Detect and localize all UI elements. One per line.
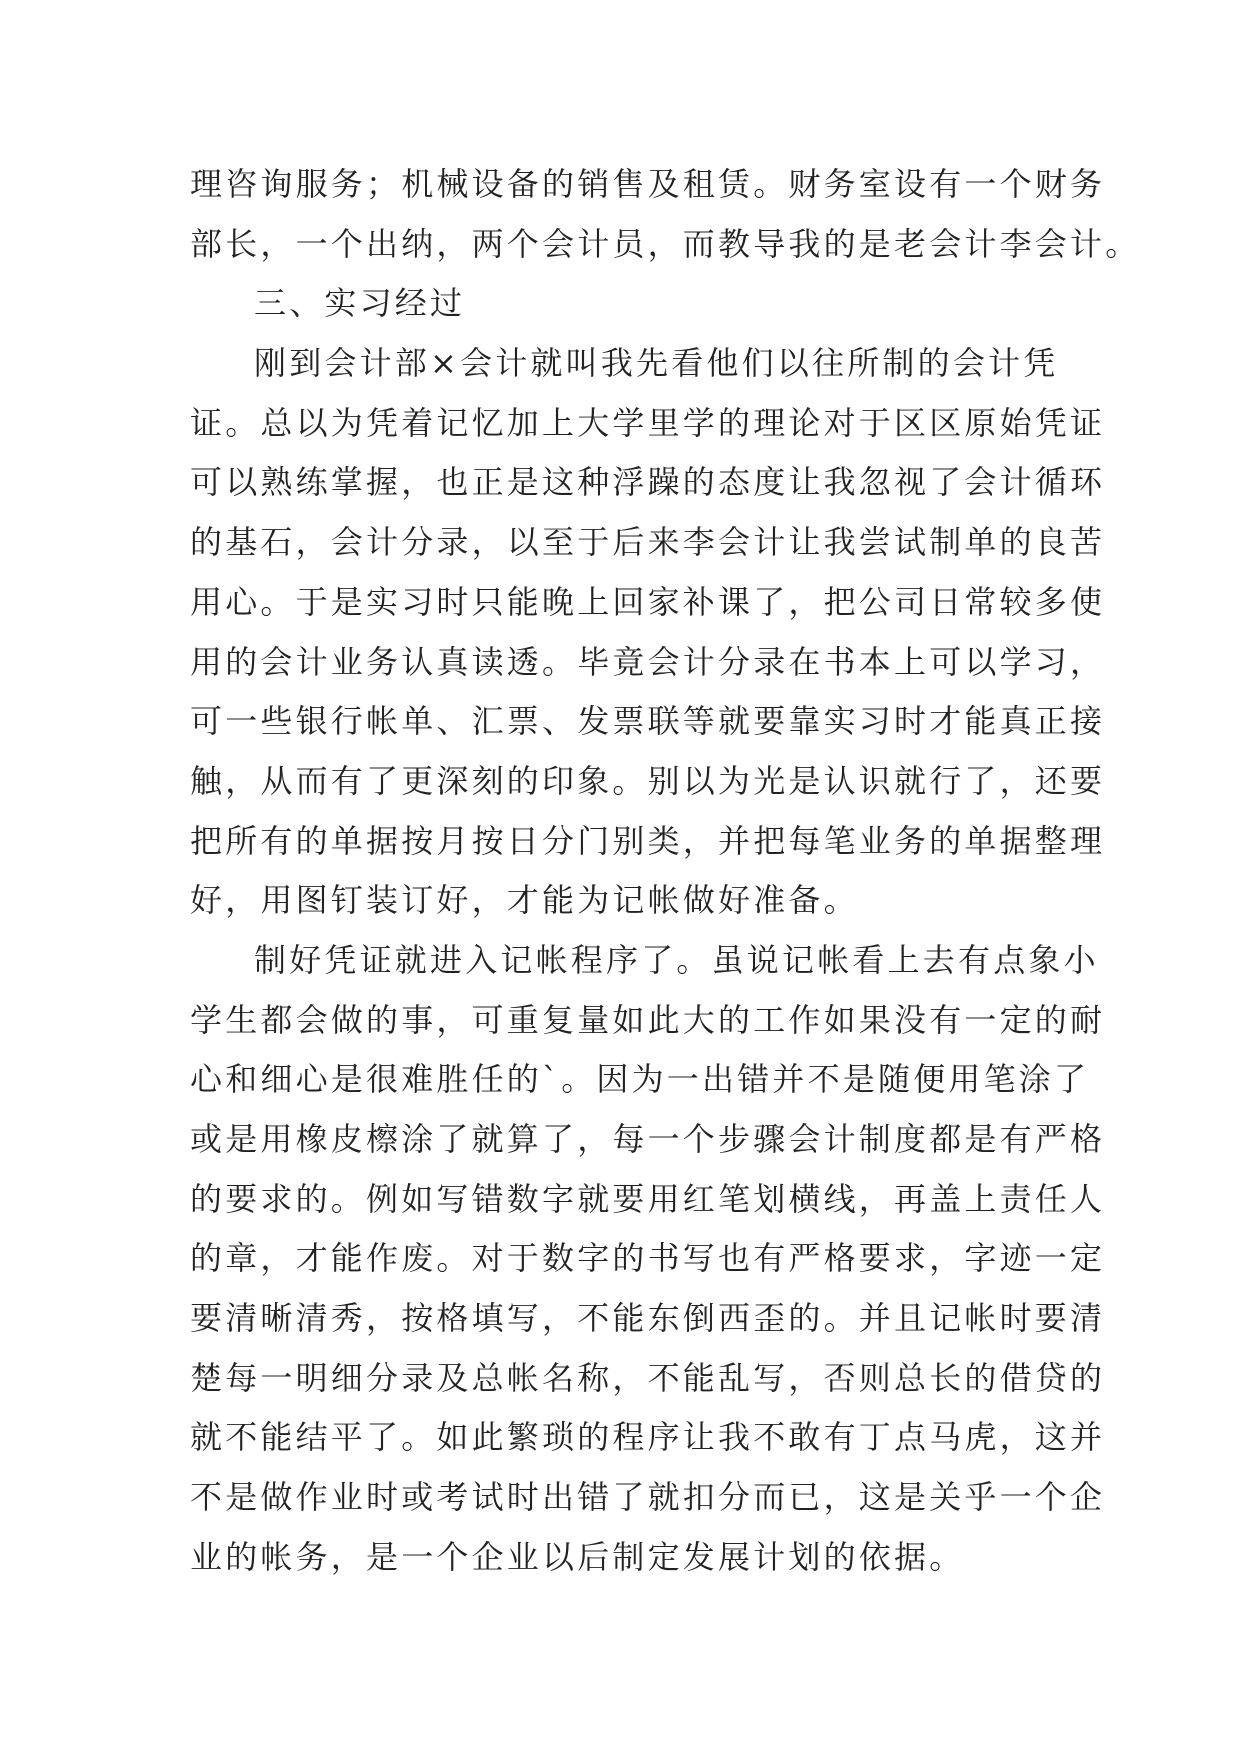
text-line: 要清晰清秀，按格填写，不能东倒西歪的。并且记帐时要清 bbox=[190, 1299, 1106, 1338]
text-line: 可以熟练掌握，也正是这种浮躁的态度让我忽视了会计循环 bbox=[190, 463, 1106, 502]
text-line: 心和细心是很难胜任的`。因为一出错并不是随便用笔涂了 bbox=[190, 1060, 1090, 1099]
paragraph-start: 制好凭证就进入记帐程序了。虽说记帐看上去有点象小 bbox=[254, 940, 1099, 979]
text-line: 或是用橡皮檫涂了就算了，每一个步骤会计制度都是有严格 bbox=[190, 1120, 1106, 1158]
text-line: 学生都会做的事，可重复量如此大的工作如果没有一定的耐 bbox=[190, 1000, 1106, 1039]
text-line: 业的帐务，是一个企业以后制定发展计划的依据。 bbox=[190, 1537, 965, 1576]
text-line: 的要求的。例如写错数字就要用红笔划横线，再盖上责任人 bbox=[190, 1179, 1106, 1218]
text-line: 理咨询服务；机械设备的销售及租赁。财务室设有一个财务 bbox=[190, 165, 1106, 203]
text-line: 的基石，会计分录，以至于后来李会计让我尝试制单的良苦 bbox=[190, 523, 1106, 562]
text-line: 楚每一明细分录及总帐名称，不能乱写，否则总长的借贷的 bbox=[190, 1358, 1106, 1397]
section-heading: 三、实习经过 bbox=[254, 284, 466, 323]
document-body bbox=[190, 155, 1141, 1588]
text-line: 的章，才能作废。对于数字的书写也有严格要求，字迹一定 bbox=[190, 1239, 1106, 1278]
text-line: 可一些银行帐单、汇票、发票联等就要靠实习时才能真正接 bbox=[190, 702, 1106, 741]
text-line: 把所有的单据按月按日分门别类，并把每笔业务的单据整理 bbox=[190, 821, 1106, 860]
text-line: 不是做作业时或考试时出错了就扣分而已，这是关乎一个企 bbox=[190, 1478, 1106, 1517]
text-line: 部长，一个出纳，两个会计员，而教导我的是老会计李会计。 bbox=[190, 224, 1141, 263]
paragraph-start: 刚到会计部×会计就叫我先看他们以往所制的会计凭 bbox=[254, 344, 1059, 383]
text-line: 好，用图钉装订好，才能为记帐做好准备。 bbox=[190, 881, 859, 920]
text-line: 证。总以为凭着记忆加上大学里学的理论对于区区原始凭证 bbox=[190, 403, 1106, 442]
text-line: 触，从而有了更深刻的印象。别以为光是认识就行了，还要 bbox=[190, 761, 1106, 800]
text-line: 用的会计业务认真读透。毕竟会计分录在书本上可以学习， bbox=[190, 642, 1106, 681]
text-line: 用心。于是实习时只能晚上回家补课了，把公司日常较多使 bbox=[190, 582, 1106, 621]
text-line: 就不能结平了。如此繁琐的程序让我不敢有丁点马虎，这并 bbox=[190, 1418, 1106, 1457]
